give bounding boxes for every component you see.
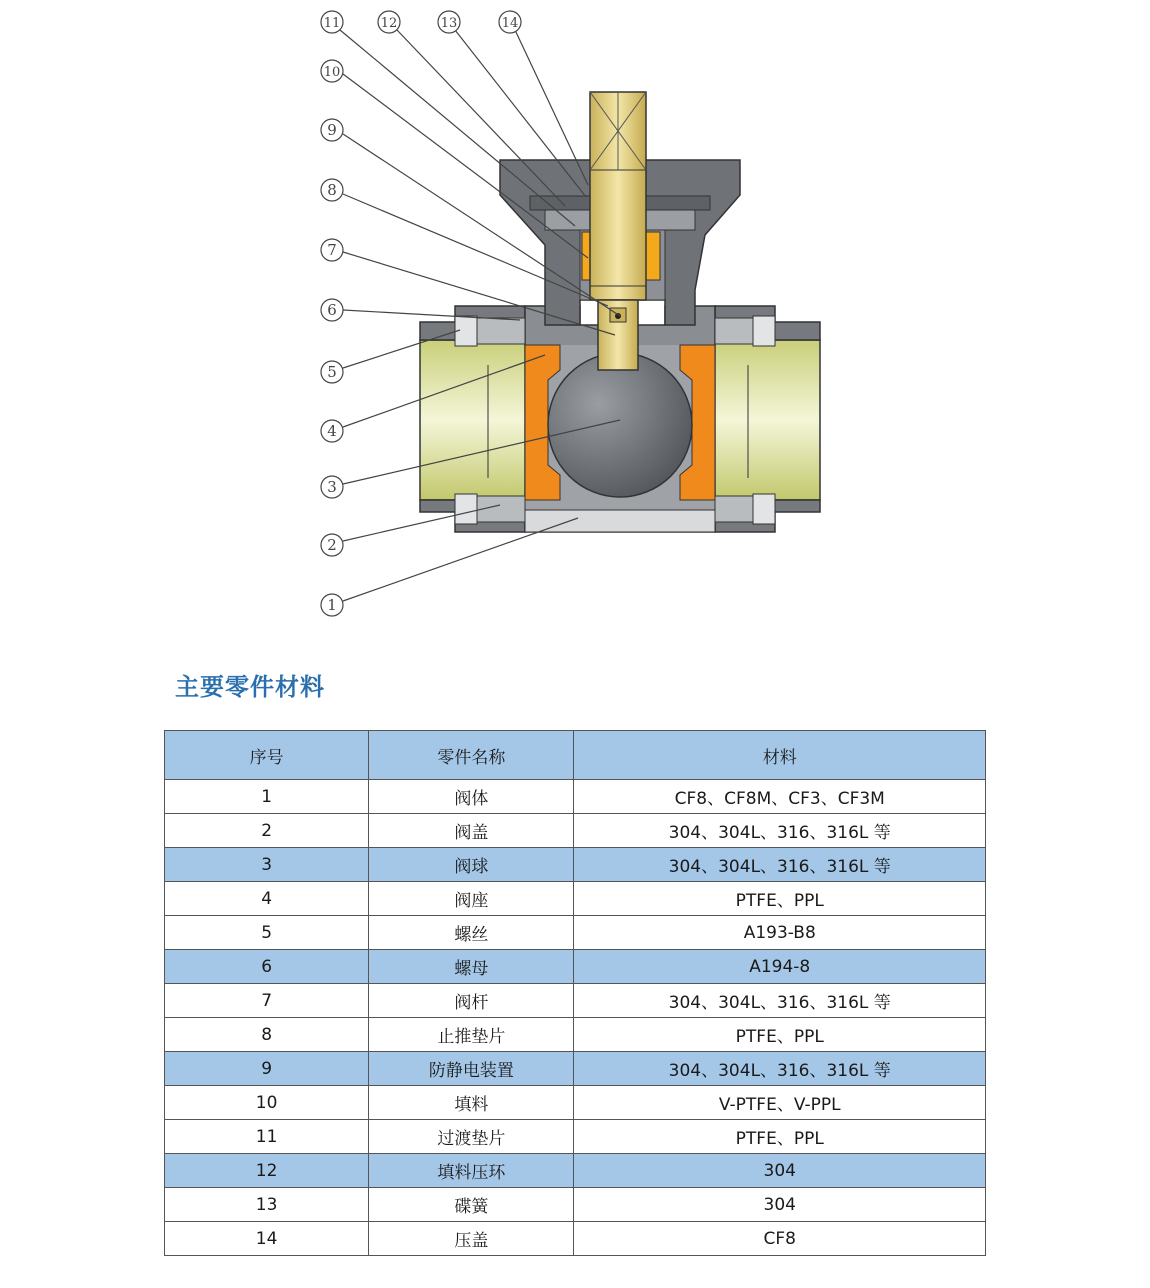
cell-material: 304、304L、316、316L 等 — [574, 848, 986, 882]
table-row — [165, 1086, 986, 1120]
cell-part-name: 压盖 — [369, 1222, 574, 1256]
callout-2 — [321, 534, 343, 556]
cell-material: PTFE、PPL — [574, 1018, 986, 1052]
cell-material: A194-8 — [574, 950, 986, 984]
cell-part-name: 防静电装置 — [369, 1052, 574, 1086]
table-row — [165, 984, 986, 1018]
cell-number: 5 — [165, 916, 369, 950]
cell-number: 10 — [165, 1086, 369, 1120]
callout-14 — [499, 11, 521, 33]
table-row — [165, 1120, 986, 1154]
svg-text:3: 3 — [327, 478, 337, 496]
table-row — [165, 1018, 986, 1052]
cell-number: 4 — [165, 882, 369, 916]
cell-number: 8 — [165, 1018, 369, 1052]
cell-number: 3 — [165, 848, 369, 882]
cell-material: 304、304L、316、316L 等 — [574, 814, 986, 848]
cell-part-name: 阀体 — [369, 780, 574, 814]
cell-part-name: 阀球 — [369, 848, 574, 882]
cell-number: 12 — [165, 1154, 369, 1188]
table-row — [165, 950, 986, 984]
svg-text:9: 9 — [327, 121, 337, 139]
callout-3 — [321, 476, 343, 498]
cell-material: PTFE、PPL — [574, 1120, 986, 1154]
cell-material: 304、304L、316、316L 等 — [574, 1052, 986, 1086]
svg-text:2: 2 — [327, 536, 337, 554]
callout-9 — [321, 119, 343, 141]
callout-13 — [438, 11, 460, 33]
table-row — [165, 916, 986, 950]
ball-valve-cross-section-diagram — [300, 0, 840, 640]
table-row — [165, 780, 986, 814]
cell-part-name: 止推垫片 — [369, 1018, 574, 1052]
callout-7 — [321, 239, 343, 261]
cell-part-name: 阀盖 — [369, 814, 574, 848]
svg-text:4: 4 — [327, 422, 337, 440]
table-row — [165, 1188, 986, 1222]
callout-12 — [378, 11, 400, 33]
table-row — [165, 1222, 986, 1256]
callout-10 — [321, 60, 343, 82]
cell-material: V-PTFE、V-PPL — [574, 1086, 986, 1120]
callout-1 — [321, 594, 343, 616]
cell-number: 14 — [165, 1222, 369, 1256]
cell-part-name: 螺母 — [369, 950, 574, 984]
svg-text:13: 13 — [440, 16, 458, 31]
svg-text:6: 6 — [327, 301, 337, 319]
svg-text:5: 5 — [327, 363, 337, 381]
table-row — [165, 882, 986, 916]
svg-text:14: 14 — [501, 16, 519, 31]
svg-text:10: 10 — [323, 65, 341, 80]
cell-number: 6 — [165, 950, 369, 984]
cell-material: A193-B8 — [574, 916, 986, 950]
table-row — [165, 1052, 986, 1086]
bolt-bottom-left — [455, 494, 525, 524]
table-header-row — [165, 731, 986, 780]
parts-materials-table — [164, 730, 986, 1256]
cell-number: 7 — [165, 984, 369, 1018]
svg-text:8: 8 — [327, 181, 337, 199]
cell-part-name: 阀杆 — [369, 984, 574, 1018]
cell-number: 1 — [165, 780, 369, 814]
bolt-top-left — [455, 316, 525, 346]
header-number: 序号 — [165, 731, 369, 780]
cell-part-name: 阀座 — [369, 882, 574, 916]
section-title: 主要零件材料 — [175, 673, 325, 701]
table-row — [165, 848, 986, 882]
callout-8 — [321, 179, 343, 201]
cell-material: CF8 — [574, 1222, 986, 1256]
cell-number: 9 — [165, 1052, 369, 1086]
cell-material: CF8、CF8M、CF3、CF3M — [574, 780, 986, 814]
table-row — [165, 1154, 986, 1188]
callout-4 — [321, 420, 343, 442]
cell-material: 304 — [574, 1188, 986, 1222]
table-row — [165, 814, 986, 848]
ball — [548, 353, 692, 497]
cell-part-name: 过渡垫片 — [369, 1120, 574, 1154]
cell-material: PTFE、PPL — [574, 882, 986, 916]
cell-number: 2 — [165, 814, 369, 848]
svg-text:7: 7 — [327, 241, 337, 259]
header-material: 材料 — [574, 731, 986, 780]
cell-material: 304、304L、316、316L 等 — [574, 984, 986, 1018]
cell-number: 13 — [165, 1188, 369, 1222]
header-part-name: 零件名称 — [369, 731, 574, 780]
svg-text:12: 12 — [380, 16, 398, 31]
cell-material: 304 — [574, 1154, 986, 1188]
callout-11 — [321, 11, 343, 33]
svg-text:11: 11 — [323, 16, 341, 31]
callout-6 — [321, 299, 343, 321]
bolt-top-right — [715, 316, 775, 346]
cell-part-name: 填料压环 — [369, 1154, 574, 1188]
cell-number: 11 — [165, 1120, 369, 1154]
svg-text:1: 1 — [327, 596, 337, 614]
callout-5 — [321, 361, 343, 383]
cell-part-name: 螺丝 — [369, 916, 574, 950]
cell-part-name: 碟簧 — [369, 1188, 574, 1222]
cell-part-name: 填料 — [369, 1086, 574, 1120]
bolt-bottom-right — [715, 494, 775, 524]
